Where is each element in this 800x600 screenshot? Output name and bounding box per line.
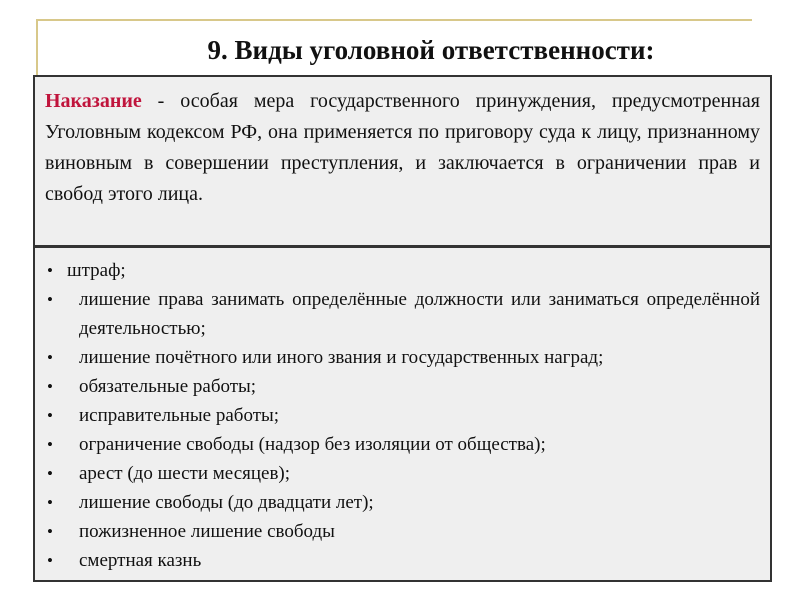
list-item-text: смертная казнь xyxy=(79,550,202,571)
list-item-text: лишение свободы (до двадцати лет); xyxy=(79,492,374,513)
definition-box xyxy=(33,75,772,247)
bullet-icon: • xyxy=(47,493,53,512)
list-item xyxy=(45,517,760,546)
bullet-icon: • xyxy=(47,551,53,570)
list-item xyxy=(45,430,760,459)
bullet-icon: • xyxy=(47,377,53,396)
list-item xyxy=(45,285,760,343)
penalties-box xyxy=(33,246,772,582)
definition-term: Наказание xyxy=(45,90,142,112)
list-item-text: лишение почётного или иного звания и государственных наград; xyxy=(79,347,604,368)
list-item-text: лишение права занимать определённые должности или заниматься определённой деятельностью; xyxy=(79,289,760,339)
list-item xyxy=(45,256,760,285)
penalties-list xyxy=(45,256,760,575)
bullet-icon: • xyxy=(47,464,53,483)
list-item xyxy=(45,488,760,517)
list-item xyxy=(45,372,760,401)
bullet-icon: • xyxy=(47,261,53,280)
list-item-text: исправительные работы; xyxy=(79,405,280,426)
bullet-icon: • xyxy=(47,435,53,454)
definition-body: - особая мера государственного принуждения, предусмотренная Уголовным кодексом РФ, она применяется по приговору суда к лицу, признанному виновным в совершении преступления, и заключается в ограничении прав и свобод этого лица. xyxy=(45,90,760,205)
list-item-text: обязательные работы; xyxy=(79,376,257,397)
bullet-icon: • xyxy=(47,290,53,309)
bullet-icon: • xyxy=(47,406,53,425)
list-item-text: пожизненное лишение свободы xyxy=(79,521,335,542)
bullet-icon: • xyxy=(47,348,53,367)
list-item xyxy=(45,459,760,488)
list-item xyxy=(45,401,760,430)
list-item-text: арест (до шести месяцев); xyxy=(79,463,291,484)
list-item xyxy=(45,546,760,575)
list-item xyxy=(45,343,760,372)
slide-title: 9. Виды уголовной ответственности: xyxy=(207,35,655,65)
bullet-icon: • xyxy=(47,522,53,541)
definition-text xyxy=(45,86,760,210)
list-item-text: штраф; xyxy=(67,260,126,281)
list-item-text: ограничение свободы (надзор без изоляции от общества); xyxy=(79,434,546,455)
